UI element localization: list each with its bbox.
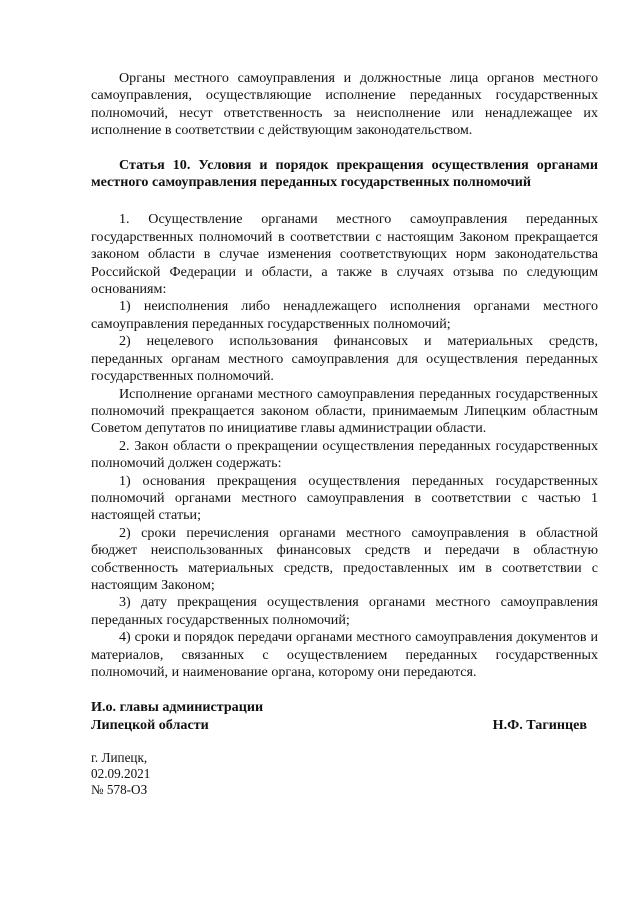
article-paragraph-1: 1. Осуществление органами местного самоуправления переданных государственных полномочий в соответствии с настоящим Законом прекращается законом области в случае изменения соответствующих норм законодательства Российской Федерации и области, а также в случаях отзыва по следующим основаниям:: [91, 211, 598, 298]
article-paragraph-6: 1) основания прекращения осуществления переданных государственных полномочий органами местного самоуправления в соответствии с частью 1 настоящей статьи;: [91, 472, 598, 524]
article-paragraph-2: 1) неисполнения либо ненадлежащего исполнения органами местного самоуправления переданных государственных полномочий;: [91, 298, 598, 332]
signature-line: [91, 717, 598, 734]
article-paragraph-4: Исполнение органами местного самоуправления переданных государственных полномочий прекращается законом области, принимаемым Липецким областным Советом депутатов по инициативе главы администрации области.: [91, 385, 598, 437]
document-date: 02.09.2021: [91, 766, 151, 782]
signatory-name: Н.Ф. Тагинцев: [492, 716, 587, 733]
document-meta: [91, 750, 598, 798]
document-number: № 578-ОЗ: [91, 782, 148, 798]
article-title: Статья 10. Условия и порядок прекращения осуществления органами местного самоуправления переданных государственных полномочий: [91, 156, 598, 191]
article-paragraph-7: 2) сроки перечисления органами местного самоуправления в областной бюджет неиспользованных финансовых средств и передачи в областную собственность материальных средств, предоставленных им в соответствии с настоящим Законом;: [91, 524, 598, 593]
article-paragraph-3: 2) нецелевого использования финансовых и материальных средств, переданных органам местного самоуправления для осуществления переданных государственных полномочий.: [91, 333, 598, 385]
article-body: [91, 211, 598, 681]
signatory-position-line1: И.о. главы администрации: [91, 699, 264, 716]
document-page: [91, 70, 598, 798]
article-paragraph-5: 2. Закон области о прекращении осуществления переданных государственных полномочий должен содержать:: [91, 437, 598, 472]
document-place: г. Липецк,: [91, 750, 148, 766]
signature-block: [91, 699, 598, 734]
article-paragraph-8: 3) дату прекращения осуществления органами местного самоуправления переданных государственных полномочий;: [91, 594, 598, 628]
signatory-position-line2: Липецкой области: [91, 716, 209, 733]
article-paragraph-9: 4) сроки и порядок передачи органами местного самоуправления документов и материалов, связанных с осуществлением переданных государственных полномочий, и наименование органа, которому они передаются.: [91, 629, 598, 680]
intro-paragraph: Органы местного самоуправления и должностные лица органов местного самоуправления, осуществляющие исполнение переданных государственных полномочий, несут ответственность за неисполнение или ненадлежащее их исполнение в соответствии с действующим законодательством.: [91, 70, 598, 139]
